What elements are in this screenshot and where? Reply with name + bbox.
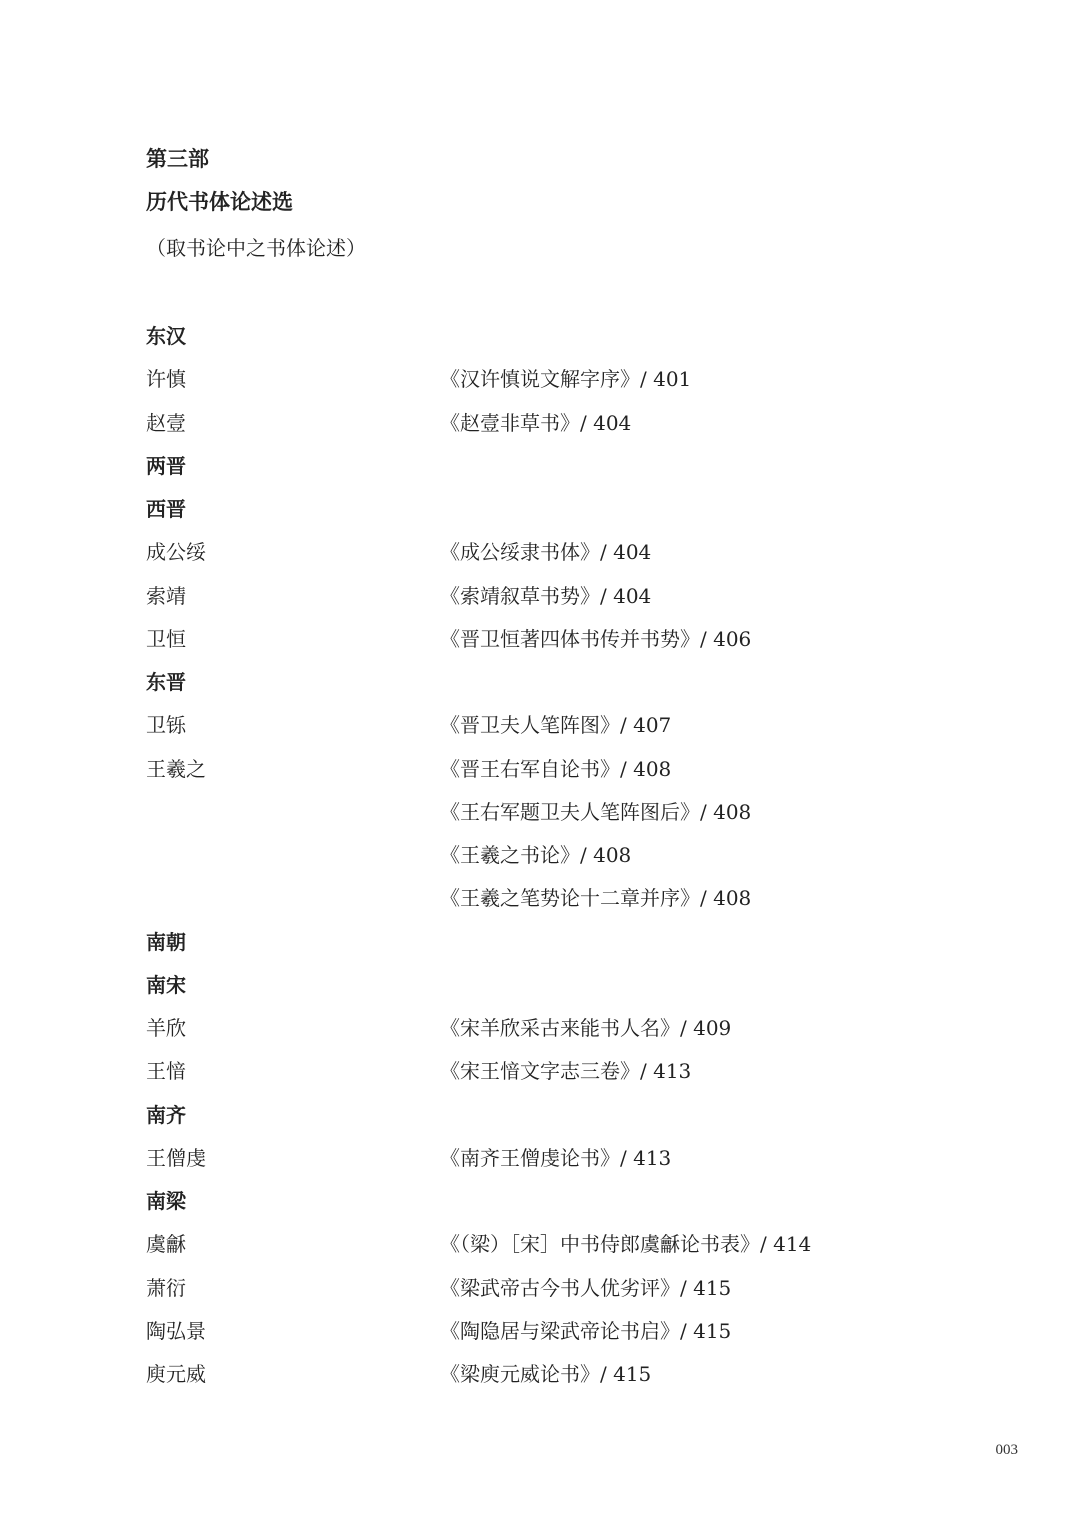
toc-section-heading <box>0 926 1080 958</box>
section-heading: 两晋 <box>146 453 186 478</box>
toc-entry <box>0 882 1080 914</box>
toc-entry <box>0 709 1080 741</box>
entry-author: 王羲之 <box>146 756 206 781</box>
entry-work-title: 《王羲之笔势论十二章并序》/ 408 <box>440 886 752 911</box>
toc-entry <box>0 623 1080 655</box>
toc-entry <box>0 1142 1080 1174</box>
part-title: 历代书体论述选 <box>146 189 293 214</box>
toc-section-heading <box>0 1185 1080 1217</box>
toc-section-heading <box>0 969 1080 1001</box>
toc-entry <box>0 753 1080 785</box>
entry-work-title: 《王羲之书论》/ 408 <box>440 843 632 867</box>
toc-entry <box>0 1358 1080 1390</box>
toc-entry <box>0 1228 1080 1260</box>
entry-author: 赵壹 <box>146 410 186 435</box>
toc-entry <box>0 839 1080 871</box>
section-heading: 南齐 <box>146 1102 186 1127</box>
part-subtitle: （取书论中之书体论述） <box>146 236 366 260</box>
entry-work-title: 《索靖叙草书势》/ 404 <box>440 583 652 608</box>
entry-author: 索靖 <box>146 583 186 608</box>
entry-author: 成公绥 <box>146 540 206 565</box>
toc-entry <box>0 1315 1080 1347</box>
entry-work-title: 《宋羊欣采古来能书人名》/ 409 <box>440 1016 732 1040</box>
entry-work-title: 《晋卫夫人笔阵图》/ 407 <box>440 713 672 738</box>
entry-work-title: 《汉许慎说文解字序》/ 401 <box>440 367 692 392</box>
section-heading: 南朝 <box>146 929 186 954</box>
part-label: 第三部 <box>146 146 209 171</box>
entry-author: 王愔 <box>146 1059 186 1084</box>
section-heading: 南宋 <box>146 972 186 997</box>
entry-author: 卫铄 <box>146 713 186 738</box>
entry-work-title: 《梁庾元威论书》/ 415 <box>440 1362 652 1386</box>
toc-entry <box>0 1272 1080 1304</box>
entry-work-title: 《南齐王僧虔论书》/ 413 <box>440 1145 672 1170</box>
section-heading: 东汉 <box>146 324 186 348</box>
toc-entry <box>0 1012 1080 1044</box>
toc-entry <box>0 536 1080 568</box>
toc-section-heading <box>0 493 1080 525</box>
toc-entry <box>0 363 1080 395</box>
entry-author: 卫恒 <box>146 626 186 651</box>
entry-work-title: 《晋卫恒著四体书传并书势》/ 406 <box>440 626 752 651</box>
entry-work-title: 《晋王右军自论书》/ 408 <box>440 756 672 781</box>
entry-author: 虞龢 <box>146 1232 186 1257</box>
section-heading: 东晋 <box>146 670 186 694</box>
toc-entry <box>0 796 1080 828</box>
entry-work-title: 《成公绥隶书体》/ 404 <box>440 540 652 565</box>
toc-section-heading <box>0 450 1080 482</box>
entry-work-title: 《梁武帝古今书人优劣评》/ 415 <box>440 1275 732 1300</box>
entry-author: 陶弘景 <box>146 1318 206 1343</box>
entry-work-title: 《（梁）［宋］中书侍郎虞龢论书表》/ 414 <box>440 1232 812 1257</box>
entry-author: 萧衍 <box>146 1275 186 1300</box>
toc-entry <box>0 1055 1080 1087</box>
entry-work-title: 《王右军题卫夫人笔阵图后》/ 408 <box>440 799 752 824</box>
toc-section-heading <box>0 666 1080 698</box>
toc-entry <box>0 580 1080 612</box>
entry-author: 许慎 <box>146 367 186 392</box>
section-heading: 南梁 <box>146 1189 186 1213</box>
entry-work-title: 《宋王愔文字志三卷》/ 413 <box>440 1059 692 1084</box>
entry-work-title: 《赵壹非草书》/ 404 <box>440 410 632 435</box>
section-heading: 西晋 <box>146 497 186 521</box>
toc-section-heading <box>0 320 1080 352</box>
entry-author: 王僧虔 <box>146 1145 206 1170</box>
toc-section-heading <box>0 1099 1080 1131</box>
entry-author: 庾元威 <box>146 1362 206 1386</box>
page-number: 003 <box>995 1442 1018 1458</box>
toc-entry <box>0 407 1080 439</box>
entry-work-title: 《陶隐居与梁武帝论书启》/ 415 <box>440 1318 732 1343</box>
entry-author: 羊欣 <box>146 1016 186 1040</box>
